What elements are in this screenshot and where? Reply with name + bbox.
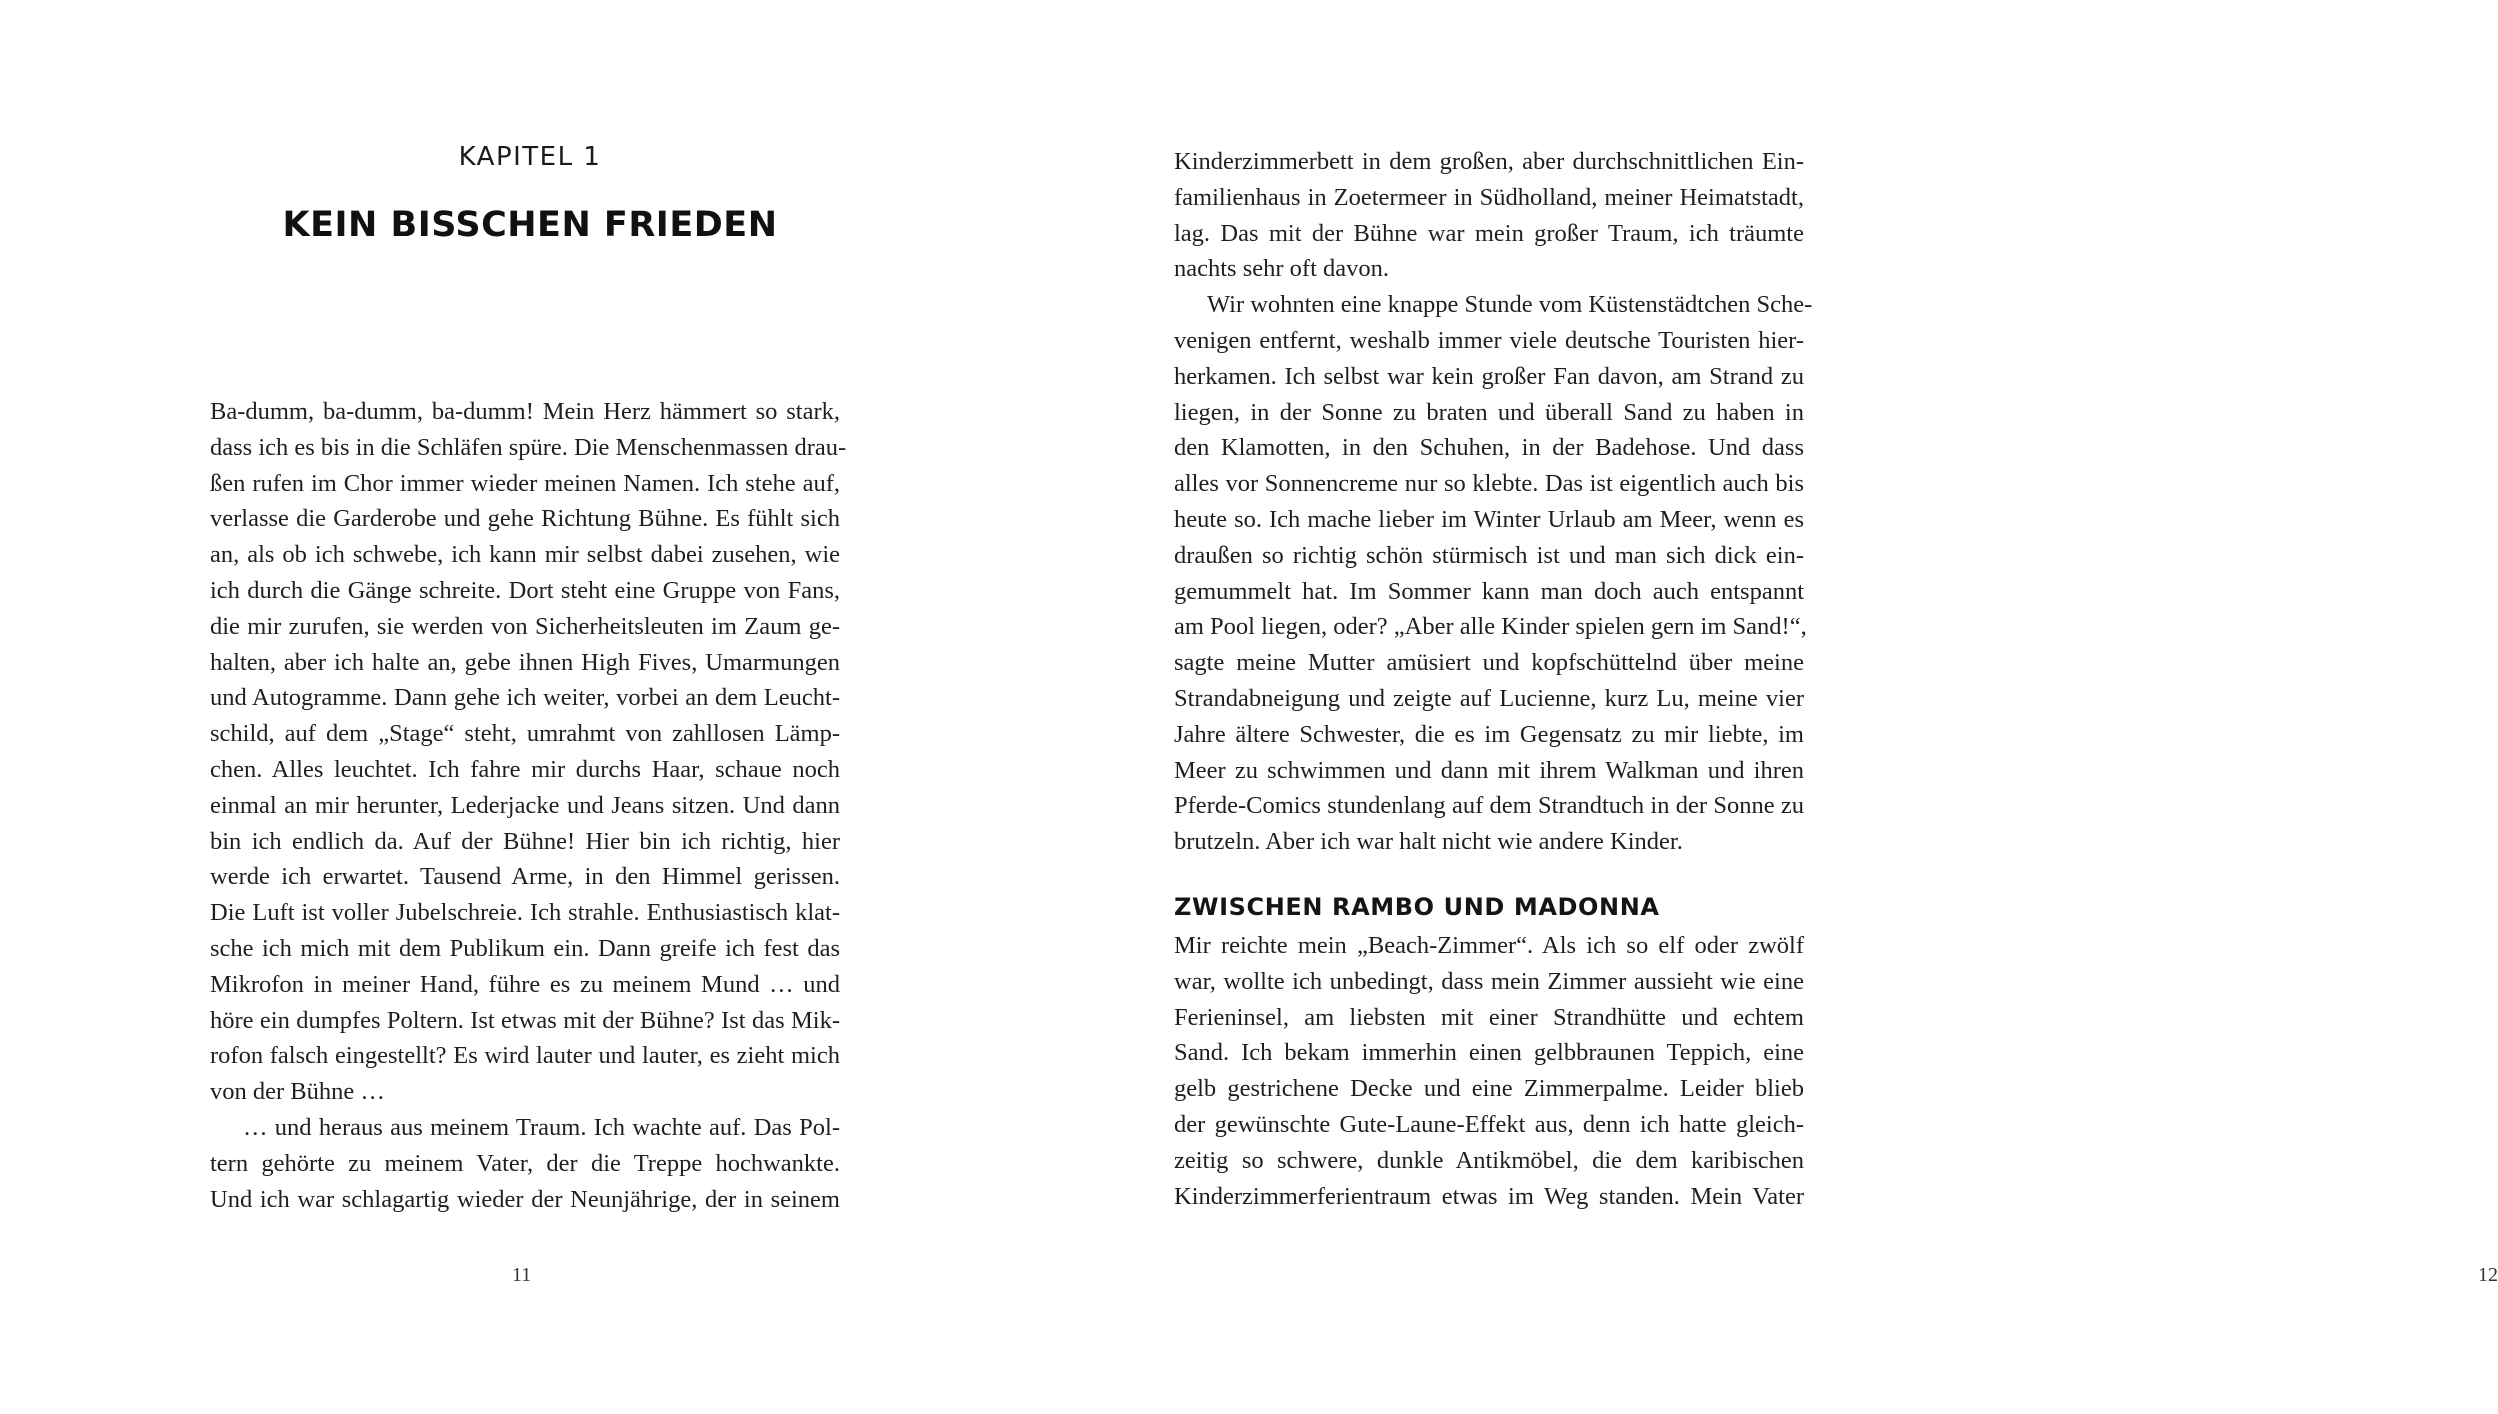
text-line: rofon falsch eingestellt? Es wird lauter und lauter, es zieht mich (210, 1042, 840, 1070)
text-line: venigen entfernt, weshalb immer viele deutsche Touristen hier- (1174, 327, 1804, 354)
text-line: war, wollte ich unbedingt, dass mein Zimmer aussieht wie eine (1174, 967, 1804, 995)
text-line: lag. Das mit der Bühne war mein großer Traum, ich träumte (1174, 219, 1804, 247)
text-line: ßen rufen im Chor immer wieder meinen Namen. Ich stehe auf, (210, 469, 840, 497)
text-line: tern gehörte zu meinem Vater, der die Treppe hochwankte. (210, 1149, 840, 1177)
text-line: sagte meine Mutter amüsiert und kopfschüttelnd über meine (1174, 649, 1804, 677)
text-line: an, als ob ich schwebe, ich kann mir selbst dabei zusehen, wie (210, 541, 840, 569)
text-line: Die Luft ist voller Jubelschreie. Ich strahle. Enthusiastisch klat- (210, 899, 840, 927)
text-line: Kinderzimmerbett in dem großen, aber durchschnittlichen Ein- (1174, 148, 1804, 175)
text-line: Wir wohnten eine knappe Stunde vom Küstenstädtchen Sche- (1207, 291, 1813, 319)
text-line: … und heraus aus meinem Traum. Ich wachte auf. Das Pol- (243, 1114, 840, 1141)
text-line: Kinderzimmerferientraum etwas im Weg standen. Mein Vater (1174, 1182, 1804, 1210)
text-line: von der Bühne … (210, 1078, 385, 1106)
text-line: die mir zurufen, sie werden von Sicherheitsleuten im Zaum ge- (210, 612, 840, 640)
text-line: Strandabneigung und zeigte auf Lucienne, kurz Lu, meine vier (1174, 685, 1804, 712)
text-line: gemummelt hat. Im Sommer kann man doch auch entspannt (1174, 577, 1804, 605)
text-line: Jahre ältere Schwester, die es im Gegensatz zu mir liebte, im (1174, 720, 1804, 748)
text-line: dass ich es bis in die Schläfen spüre. Die Menschenmassen drau- (210, 433, 847, 461)
text-line: sche ich mich mit dem Publikum ein. Dann greife ich fest das (210, 935, 840, 962)
text-line: verlasse die Garderobe und gehe Richtung Bühne. Es fühlt sich (210, 505, 840, 533)
text-line: zeitig so schwere, dunkle Antikmöbel, die dem karibischen (1174, 1146, 1804, 1174)
page-number-right: 12 (2478, 1264, 2498, 1286)
text-line: am Pool liegen, oder? „Aber alle Kinder spielen gern im Sand!“, (1174, 613, 1807, 641)
text-line: bin ich endlich da. Auf der Bühne! Hier bin ich richtig, hier (210, 827, 840, 855)
text-line: Ba-dumm, ba-dumm, ba-dumm! Mein Herz hämmert so stark, (210, 398, 840, 425)
section-heading: ZWISCHEN RAMBO UND MADONNA (1174, 893, 1660, 921)
text-line: höre ein dumpfes Poltern. Ist etwas mit der Bühne? Ist das Mik- (210, 1006, 840, 1034)
text-line: Und ich war schlagartig wieder der Neunjährige, der in seinem (210, 1185, 840, 1213)
text-line: Meer zu schwimmen und dann mit ihrem Walkman und ihren (1174, 756, 1804, 784)
text-line: Sand. Ich bekam immerhin einen gelbbraunen Teppich, eine (1174, 1039, 1804, 1067)
text-line: werde ich erwartet. Tausend Arme, in den Himmel gerissen. (210, 863, 840, 891)
text-line: ich durch die Gänge schreite. Dort steht eine Gruppe von Fans, (210, 577, 840, 604)
text-line: Mir reichte mein „Beach-Zimmer“. Als ich so elf oder zwölf (1174, 932, 1804, 959)
text-line: und Autogramme. Dann gehe ich weiter, vorbei an dem Leucht- (210, 684, 840, 712)
text-line: gelb gestrichene Decke und eine Zimmerpalme. Leider blieb (1174, 1075, 1804, 1103)
text-line: nachts sehr oft davon. (1174, 255, 1389, 283)
text-line: herkamen. Ich selbst war kein großer Fan davon, am Strand zu (1174, 362, 1804, 390)
text-line: Ferieninsel, am liebsten mit einer Strandhütte und echtem (1174, 1003, 1804, 1031)
text-line: liegen, in der Sonne zu braten und überall Sand zu haben in (1174, 398, 1804, 426)
text-line: den Klamotten, in den Schuhen, in der Badehose. Und dass (1174, 434, 1804, 462)
page-number-left: 11 (512, 1264, 532, 1286)
text-line: Mikrofon in meiner Hand, führe es zu meinem Mund … und (210, 970, 840, 998)
chapter-label: KAPITEL 1 (458, 142, 602, 172)
text-line: brutzeln. Aber ich war halt nicht wie andere Kinder. (1174, 828, 1683, 856)
text-line: draußen so richtig schön stürmisch ist und man sich dick ein- (1174, 541, 1804, 569)
text-line: halten, aber ich halte an, gebe ihnen High Fives, Umarmungen (210, 648, 840, 676)
text-line: heute so. Ich mache lieber im Winter Urlaub am Meer, wenn es (1174, 506, 1804, 533)
text-line: der gewünschte Gute-Laune-Effekt aus, denn ich hatte gleich- (1174, 1111, 1804, 1138)
text-line: chen. Alles leuchtet. Ich fahre mir durchs Haar, schaue noch (210, 756, 840, 783)
text-line: Pferde-Comics stundenlang auf dem Strandtuch in der Sonne zu (1174, 792, 1804, 820)
left-page (0, 0, 1000, 1414)
chapter-title: KEIN BISSCHEN FRIEDEN (282, 205, 778, 245)
text-line: schild, auf dem „Stage“ steht, umrahmt von zahllosen Lämp- (210, 720, 840, 748)
text-line: einmal an mir herunter, Lederjacke und Jeans sitzen. Und dann (210, 791, 840, 819)
text-line: familienhaus in Zoetermeer in Südholland, meiner Heimatstadt, (1174, 183, 1804, 211)
text-line: alles vor Sonnencreme nur so klebte. Das ist eigentlich auch bis (1174, 470, 1804, 498)
